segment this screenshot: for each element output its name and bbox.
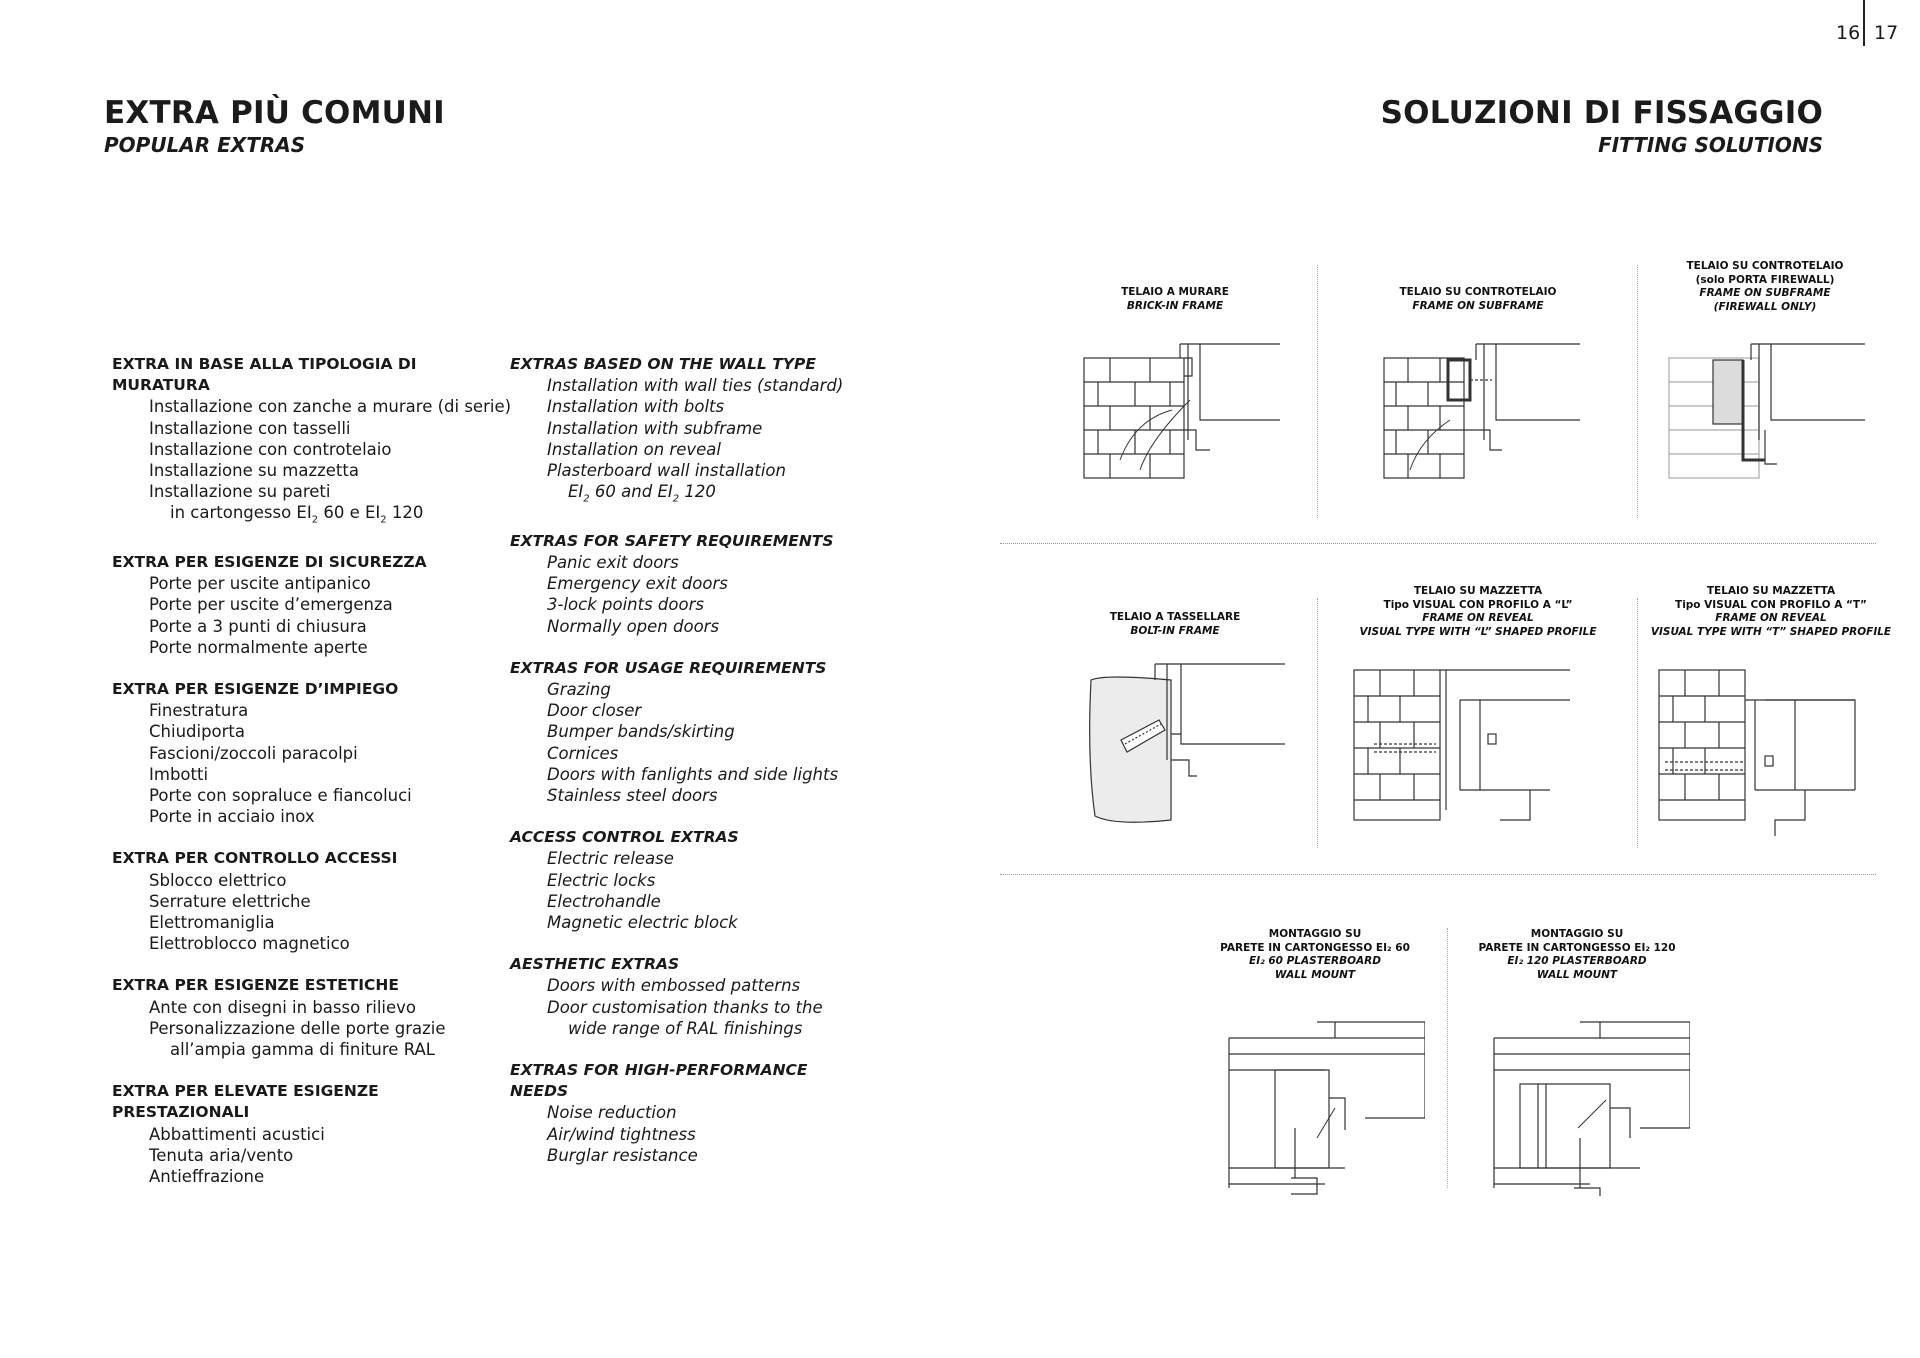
list-item: Tenuta aria/vento (149, 1145, 294, 1165)
drawing-plasterboard-120 (1490, 1018, 1690, 1203)
drawing-plasterboard-60 (1225, 1018, 1425, 1203)
list-item: Imbotti (149, 764, 209, 784)
caption-en: VISUAL TYPE WITH “T” SHAPED PROFILE (1650, 625, 1892, 638)
list-item-continuation: all’ampia gamma di finiture RAL (170, 1039, 435, 1059)
list-item: Ante con disegni in basso rilievo (149, 997, 416, 1017)
subscript: 2 (311, 514, 319, 526)
list-item: Electric locks (547, 870, 656, 890)
section-heading: EXTRA PER ESIGENZE DI SICUREZZA (112, 552, 427, 571)
section-heading: EXTRA PER CONTROLLO ACCESSI (112, 849, 398, 868)
caption-en: EI₂ 120 PLASTERBOARD (1507, 955, 1647, 967)
right-page-title: SOLUZIONI DI FISSAGGIO (1380, 95, 1823, 131)
list-item-continuation (112, 502, 502, 531)
list-item: Electrohandle (547, 891, 661, 911)
section-performance-en (510, 1060, 840, 1166)
section-usage-en (510, 658, 840, 806)
section-heading: EXTRAS FOR USAGE REQUIREMENTS (510, 658, 827, 677)
section-heading: ACCESS CONTROL EXTRAS (510, 828, 739, 847)
section-heading: EXTRA PER ELEVATE ESIGENZE PRESTAZIONALI (112, 1082, 379, 1122)
list-item: 3-lock points doors (547, 595, 704, 615)
list-item: Fascioni/zoccoli paracolpi (149, 743, 358, 763)
section-access-it (112, 848, 502, 954)
section-aesthetic-it (112, 975, 502, 1060)
caption-en: BRICK-IN FRAME (1126, 299, 1224, 312)
drawing-frame-on-reveal-t (1655, 660, 1875, 840)
caption-en: FRAME ON REVEAL (1422, 612, 1534, 624)
list-item-continuation: wide range of RAL finishings (568, 1018, 803, 1038)
section-heading: EXTRA PER ESIGENZE ESTETICHE (112, 976, 399, 995)
list-item: Installazione su mazzetta (149, 461, 359, 481)
caption-it: TELAIO SU MAZZETTA (1706, 585, 1836, 597)
caption-it: MONTAGGIO SU (1268, 928, 1362, 940)
page-number-divider (1863, 0, 1865, 46)
caption-it: Tipo VISUAL CON PROFILO A “T” (1675, 598, 1867, 611)
row-divider (1000, 543, 1876, 544)
left-page-subtitle: POPULAR EXTRAS (104, 133, 306, 157)
drawing-frame-on-subframe-firewall (1665, 340, 1865, 490)
section-safety-en (510, 531, 840, 637)
subscript: 2 (583, 493, 590, 505)
caption-bolt-in-frame (1025, 611, 1325, 638)
list-item: Stainless steel doors (547, 785, 718, 805)
list-item: Serrature elettriche (149, 891, 311, 911)
list-item: Normally open doors (547, 616, 720, 636)
caption-en: (FIREWALL ONLY) (1713, 300, 1817, 313)
extras-list-english (510, 354, 844, 1187)
subscript: 2 (672, 493, 680, 505)
text: 120 (679, 482, 716, 502)
section-access-en (510, 827, 840, 933)
list-item: Electric release (547, 849, 674, 869)
list-item: Installation with subframe (547, 418, 763, 438)
caption-plasterboard-60 (1165, 928, 1465, 982)
section-heading: EXTRAS FOR SAFETY REQUIREMENTS (510, 531, 834, 550)
caption-en: FRAME ON REVEAL (1715, 612, 1827, 624)
caption-en: VISUAL TYPE WITH “L” SHAPED PROFILE (1359, 625, 1597, 638)
list-item: Air/wind tightness (547, 1124, 696, 1144)
list-item: Personalizzazione delle porte grazie (149, 1018, 446, 1038)
list-item: Porte per uscite antipanico (149, 574, 371, 594)
list-item: Plasterboard wall installation (547, 461, 786, 481)
page-number-right: 17 (1874, 22, 1899, 44)
caption-it: TELAIO SU MAZZETTA (1413, 585, 1543, 597)
text: in cartongesso EI (170, 503, 312, 523)
drawing-brick-in-frame (1080, 340, 1280, 490)
list-item-continuation (510, 481, 840, 510)
subscript: 2 (380, 514, 387, 526)
caption-plasterboard-120 (1427, 928, 1727, 982)
left-page-title: EXTRA PIÙ COMUNI (104, 95, 445, 131)
list-item: Grazing (547, 679, 611, 699)
caption-frame-on-subframe (1328, 286, 1628, 313)
section-wall-type-en (510, 354, 844, 510)
caption-en: EI₂ 60 PLASTERBOARD (1249, 955, 1381, 967)
caption-it: MONTAGGIO SU (1530, 928, 1624, 940)
list-item: Doors with embossed patterns (547, 976, 801, 996)
drawing-bolt-in-frame (1085, 660, 1285, 825)
list-item: Chiudiporta (149, 722, 246, 742)
section-heading: EXTRA PER ESIGENZE D’IMPIEGO (112, 679, 399, 698)
page-number-left: 16 (1836, 22, 1861, 44)
list-item: Porte per uscite d’emergenza (149, 595, 393, 615)
caption-brick-in-frame (1025, 286, 1325, 313)
caption-frame-on-reveal-t (1621, 585, 1920, 639)
drawing-frame-on-reveal-l (1350, 660, 1570, 840)
section-heading: EXTRA IN BASE ALLA TIPOLOGIA DI MURATURA (112, 355, 417, 395)
caption-en: FRAME ON SUBFRAME (1699, 287, 1831, 299)
list-item: Porte in acciaio inox (149, 807, 315, 827)
text: 60 e EI (318, 503, 381, 523)
caption-frame-on-reveal-l (1328, 585, 1628, 639)
list-item: Porte normalmente aperte (149, 637, 368, 657)
caption-it: TELAIO A MURARE (1121, 286, 1229, 298)
section-performance-it (112, 1081, 502, 1187)
list-item: Installazione con controtelaio (149, 439, 392, 459)
section-aesthetic-en (510, 954, 840, 1039)
list-item: Bumper bands/skirting (547, 722, 735, 742)
caption-it: TELAIO SU CONTROTELAIO (1686, 260, 1844, 272)
drawing-frame-on-subframe (1380, 340, 1580, 490)
list-item: Doors with fanlights and side lights (547, 764, 839, 784)
list-item: Emergency exit doors (547, 574, 728, 594)
caption-en: WALL MOUNT (1274, 968, 1356, 981)
list-item: Porte a 3 punti di chiusura (149, 616, 367, 636)
text: 120 (386, 503, 424, 523)
section-usage-it (112, 679, 502, 827)
caption-en: WALL MOUNT (1536, 968, 1618, 981)
list-item: Installation with wall ties (standard) (547, 376, 844, 396)
section-heading: EXTRAS FOR HIGH-PERFORMANCE NEEDS (510, 1060, 808, 1101)
list-item: Porte con sopraluce e fiancoluci (149, 785, 412, 805)
list-item: Burglar resistance (547, 1145, 698, 1165)
list-item: Installazione con tasselli (149, 418, 351, 438)
list-item: Elettromaniglia (149, 912, 275, 932)
list-item: Panic exit doors (547, 552, 679, 572)
list-item: Door customisation thanks to the (547, 997, 823, 1017)
section-wall-type-it (112, 354, 512, 531)
list-item: Magnetic electric block (547, 912, 738, 932)
list-item: Installation on reveal (547, 439, 721, 459)
caption-it: TELAIO A TASSELLARE (1109, 611, 1241, 623)
caption-it: (solo PORTA FIREWALL) (1695, 273, 1835, 286)
list-item: Cornices (547, 743, 619, 763)
caption-en: FRAME ON SUBFRAME (1412, 299, 1544, 312)
extras-list-italian (112, 354, 512, 1208)
list-item: Installation with bolts (547, 397, 725, 417)
list-item: Elettroblocco magnetico (149, 934, 350, 954)
section-heading: AESTHETIC EXTRAS (510, 955, 680, 974)
caption-it: TELAIO SU CONTROTELAIO (1399, 286, 1557, 298)
caption-it: PARETE IN CARTONGESSO EI₂ 120 (1478, 941, 1676, 954)
caption-it: PARETE IN CARTONGESSO EI₂ 60 (1220, 941, 1410, 954)
section-safety-it (112, 552, 502, 658)
text: EI (568, 482, 584, 502)
list-item: Antieffrazione (149, 1167, 265, 1186)
list-item: Abbattimenti acustici (149, 1124, 325, 1144)
text: 60 and EI (589, 482, 673, 502)
caption-frame-on-subframe-firewall (1615, 260, 1915, 314)
section-heading: EXTRAS BASED ON THE WALL TYPE (510, 355, 816, 373)
right-page-subtitle: FITTING SOLUTIONS (1598, 133, 1823, 157)
caption-it: Tipo VISUAL CON PROFILO A “L” (1383, 598, 1573, 611)
list-item: Noise reduction (547, 1103, 677, 1123)
list-item: Installazione con zanche a murare (di serie) (149, 397, 512, 417)
list-item: Finestratura (149, 701, 249, 721)
list-item: Door closer (547, 701, 642, 721)
caption-en: BOLT-IN FRAME (1130, 624, 1220, 637)
row-divider (1000, 874, 1876, 875)
list-item: Sblocco elettrico (149, 870, 287, 890)
list-item: Installazione su pareti (149, 482, 331, 502)
